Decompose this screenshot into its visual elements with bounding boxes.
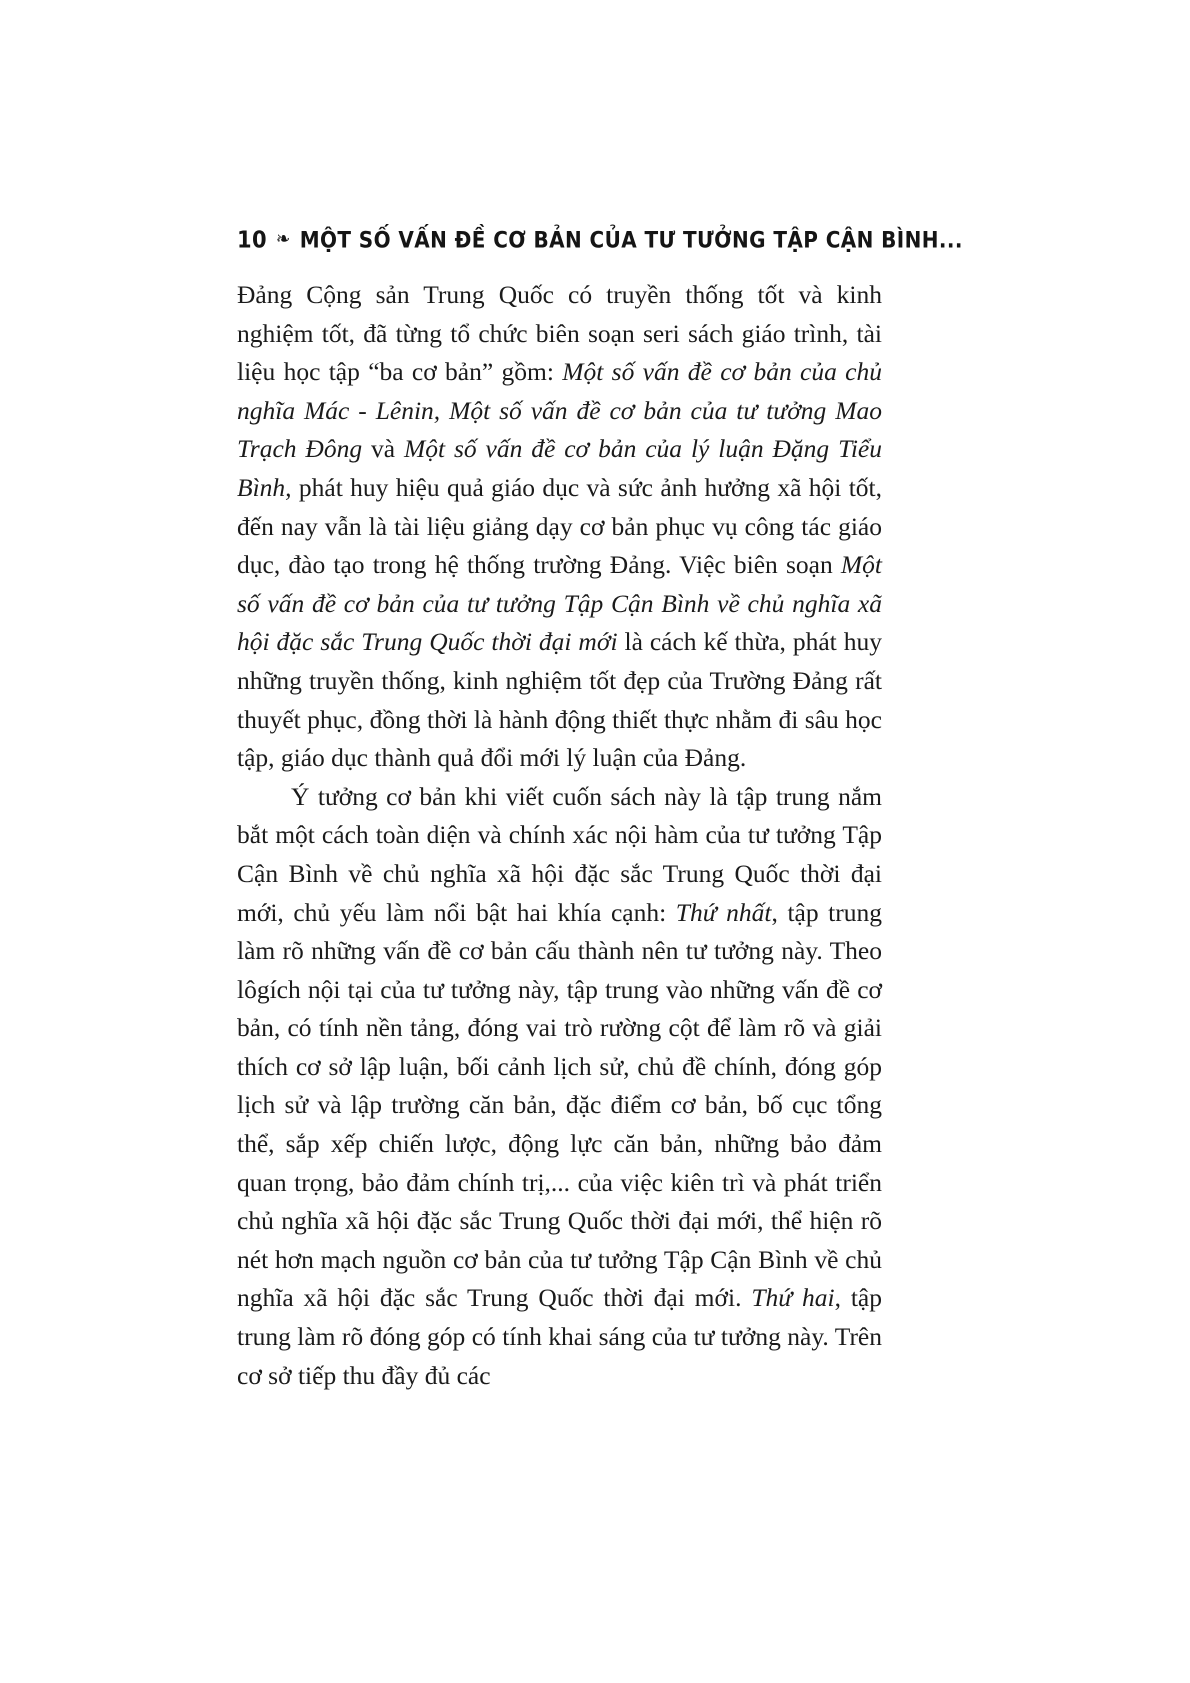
body-text xyxy=(237,276,882,1395)
text-run: , tập trung làm rõ đóng góp có tính khai sáng của tư tưởng này. Trên cơ sở tiếp thu đầy đủ các xyxy=(237,1283,882,1390)
text-run: Đảng Cộng sản Trung Quốc có truyền thống tốt và kinh nghiệm tốt, đã từng tổ chức biên soạn seri sách giáo trình, tài liệu học tập “ba cơ bản” gồm: xyxy=(237,280,882,387)
italic-text-run: Một số vấn đề cơ bản của lý luận Đặng Tiểu Bình, xyxy=(237,434,882,502)
fleuron-ornament-icon: ❧ xyxy=(276,228,291,251)
italic-text-run: Một số vấn đề cơ bản của tư tưởng Tập Cận Bình về chủ nghĩa xã hội đặc sắc Trung Quốc thời đại mới xyxy=(237,550,882,657)
text-run: phát huy hiệu quả giáo dục và sức ảnh hưởng xã hội tốt, đến nay vẫn là tài liệu giảng dạy cơ bản phục vụ công tác giáo dục, đào tạo trong hệ thống trường Đảng. Việc biên soạn xyxy=(237,472,882,580)
paragraph xyxy=(237,276,882,778)
text-run: Ý tưởng cơ bản khi viết cuốn sách này là tập trung nắm bắt một cách toàn diện và chính xác nội hàm của tư tưởng Tập Cận Bình về chủ nghĩa xã hội đặc sắc Trung Quốc thời đại mới, chủ yếu làm nổi bật hai khía cạnh: xyxy=(237,781,882,927)
running-header xyxy=(237,226,963,253)
page-number: 10 xyxy=(237,226,268,253)
text-run: là cách kế thừa, phát huy những truyền thống, kinh nghiệm tốt đẹp của Trường Đảng rất thuyết phục, đồng thời là hành động thiết thực nhằm đi sâu học tập, giáo dục thành quả đổi mới lý luận của Đảng. xyxy=(237,627,882,773)
italic-text-run: Một số vấn đề cơ bản của chủ nghĩa Mác - Lênin, Một số vấn đề cơ bản của tư tưởng Mao Trạch Đông xyxy=(237,357,882,464)
running-title: MỘT SỐ VẤN ĐỀ CƠ BẢN CỦA TƯ TƯỞNG TẬP CẬN BÌNH... xyxy=(299,226,963,253)
italic-text-run: Thứ nhất xyxy=(675,897,772,927)
text-run: và xyxy=(362,434,404,464)
italic-text-run: Thứ hai xyxy=(751,1283,835,1313)
paragraph xyxy=(237,778,882,1396)
text-run: , tập trung làm rõ những vấn đề cơ bản cấu thành nên tư tưởng này. Theo lôgích nội tại của tư tưởng này, tập trung vào những vấn đề cơ bản, có tính nền tảng, đóng vai trò rường cột để làm rõ và giải thích cơ sở lập luận, bối cảnh lịch sử, chủ đề chính, đóng góp lịch sử và lập trường căn bản, đặc điểm cơ bản, bố cục tổng thể, sắp xếp chiến lược, động lực căn bản, những bảo đảm quan trọng, bảo đảm chính trị,... của việc kiên trì và phát triển chủ nghĩa xã hội đặc sắc Trung Quốc thời đại mới, thể hiện rõ nét hơn mạch nguồn cơ bản của tư tưởng Tập Cận Bình về chủ nghĩa xã hội đặc sắc Trung Quốc thời đại mới. xyxy=(237,897,883,1313)
